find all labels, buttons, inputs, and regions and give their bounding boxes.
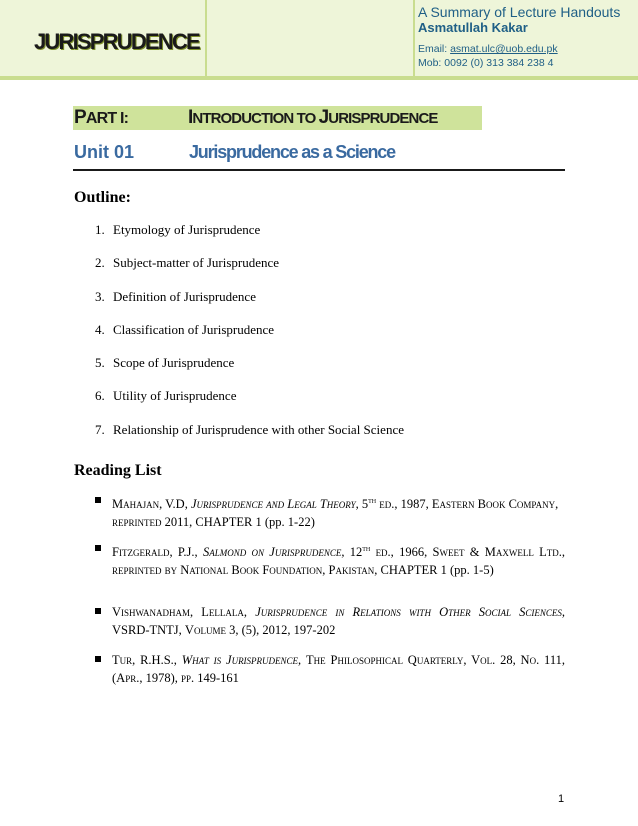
author-name: Asmatullah Kakar: [418, 20, 528, 35]
summary-title: A Summary of Lecture Handouts: [418, 4, 621, 20]
list-item: 6. Utility of Jurisprudence: [95, 388, 237, 404]
list-item: 4. Classification of Jurisprudence: [95, 321, 275, 337]
list-item: 1. Etymology of Jurisprudence: [95, 222, 261, 237]
bullet-icon: [95, 608, 101, 614]
reading-heading: Reading List: [74, 462, 162, 479]
bullet-icon: [95, 545, 101, 551]
header-info: [418, 4, 634, 70]
part-title: INTRODUCTION TO JURISPRUDENCE: [188, 107, 438, 128]
reading-text: Vishwanadham, Lellala, Jurisprudence in Relations with Other Social Sciences, VSRD-TNTJ, Volume 3, (5), 2012, 197-202: [112, 605, 566, 637]
unit-rule: [73, 169, 565, 171]
reading-text: Mahajan, V.D, Jurisprudence and Legal Theory, 5th ed., 1987, Eastern Book Company, reprinted 2011, CHAPTER 1 (pp. 1-22): [112, 496, 559, 530]
mobile-line: Mob: 0092 (0) 313 384 238 4: [418, 57, 554, 69]
list-item: 5. Scope of Jurisprudence: [95, 355, 235, 371]
email-label: Email:: [418, 43, 451, 55]
brand-title: JURISPRUDENCE: [34, 29, 199, 54]
header-divider: [413, 0, 415, 76]
list-item: 7. Relationship of Jurisprudence with other Social Science: [95, 421, 404, 437]
unit-label: Unit 01: [74, 142, 135, 162]
outline-heading: Outline:: [74, 189, 131, 206]
outline-list: [95, 222, 404, 455]
bullet-icon: [95, 497, 101, 503]
email-link[interactable]: asmat.ulc@uob.edu.pk: [450, 43, 558, 55]
header-divider: [205, 0, 207, 76]
unit-title: Jurisprudence as a Science: [189, 142, 395, 162]
reading-text: Fitzgerald, P.J., Salmond on Jurisprudence, 12th ed., 1966, Sweet & Maxwell Ltd., reprinted by National Book Foundation, Pakistan, CHAPTER 1 (pp. 1-5): [112, 544, 566, 578]
reading-text: Tur, R.H.S., What is Jurisprudence, The Philosophical Quarterly, Vol. 28, No. 111, (Apr., 1978), pp. 149-161: [112, 653, 565, 685]
email-line: [418, 42, 634, 56]
list-item: 2. Subject-matter of Jurisprudence: [95, 255, 280, 271]
part-label: PART I:: [74, 107, 129, 128]
page-number: 1: [558, 793, 565, 805]
list-item: 3. Definition of Jurisprudence: [95, 288, 256, 304]
bullet-icon: [95, 656, 101, 662]
header-rule: [0, 76, 638, 80]
